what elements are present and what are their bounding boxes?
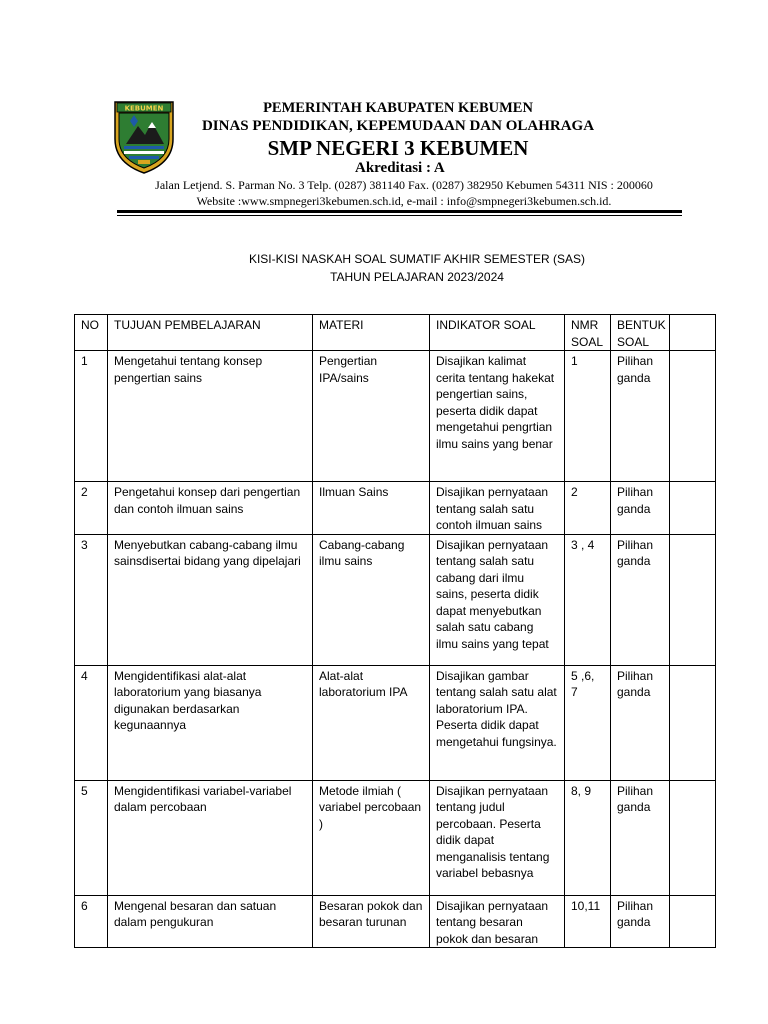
cell-nomor-soal: 5 ,6, 7 [565,665,611,780]
academic-year: TAHUN PELAJARAN 2023/2024 [330,270,504,284]
header-materi: MATERI [313,315,430,351]
kisi-kisi-table [74,314,716,948]
cell-tujuan: Mengenal besaran dan satuan dalam pengukuran [108,895,313,948]
cell-indikator: Disajikan gambar tentang salah satu alat laboratorium IPA. Peserta didik dapat mengetahui fungsinya. [430,665,565,780]
table-row [75,780,716,895]
cell-tujuan: Mengidentifikasi alat-alat laboratorium yang biasanya digunakan berdasarkan kegunaannya [108,665,313,780]
cell-bentuk-soal: Pilihan ganda [611,780,670,895]
cell-tujuan: Menyebutkan cabang-cabang ilmu sainsdisertai bidang yang dipelajari [108,534,313,665]
cell-indikator: Disajikan pernyataan tentang salah satu contoh ilmuan sains [430,482,565,535]
cell-no: 6 [75,895,108,948]
cell-nomor-soal: 8, 9 [565,780,611,895]
cell-no: 1 [75,351,108,482]
cell-tujuan: Mengidentifikasi variabel-variabel dalam percobaan [108,780,313,895]
header-extra [670,315,716,351]
table-header-row [75,315,716,351]
cell-bentuk-soal: Pilihan ganda [611,534,670,665]
letterhead-divider-thick [117,210,682,213]
cell-nomor-soal: 3 , 4 [565,534,611,665]
document-title: KISI-KISI NASKAH SOAL SUMATIF AKHIR SEMESTER (SAS) [248,252,586,266]
cell-nomor-soal: 1 [565,351,611,482]
cell-tujuan: Pengetahui konsep dari pengertian dan contoh ilmuan sains [108,482,313,535]
header-tujuan: TUJUAN PEMBELAJARAN [108,315,313,351]
cell-bentuk-soal: Pilihan ganda [611,665,670,780]
government-name: PEMERINTAH KABUPATEN KEBUMEN [263,100,533,116]
letterhead-divider-thin [117,215,682,216]
logo-label: KEBUMEN [124,104,164,113]
table-row [75,665,716,780]
cell-nomor-soal: 10,11 [565,895,611,948]
cell-materi: Alat-alat laboratorium IPA [313,665,430,780]
cell-no: 5 [75,780,108,895]
cell-bentuk-soal: Pilihan ganda [611,482,670,535]
table-row [75,482,716,535]
school-name: SMP NEGERI 3 KEBUMEN [267,136,529,160]
header-indikator: INDIKATOR SOAL [430,315,565,351]
cell-materi: Besaran pokok dan besaran turunan [313,895,430,948]
cell-nomor-soal: 2 [565,482,611,535]
cell-indikator: Disajikan pernyataan tentang besaran pokok dan besaran [430,895,565,948]
cell-extra [670,665,716,780]
school-address: Jalan Letjend. S. Parman No. 3 Telp. (0287) 381140 Fax. (0287) 382950 Kebumen 54311 NIS : 200060 [155,178,653,192]
cell-tujuan: Mengetahui tentang konsep pengertian sains [108,351,313,482]
cell-materi: Metode ilmiah ( variabel percobaan ) [313,780,430,895]
school-website: Website :www.smpnegeri3kebumen.sch.id, e-mail : info@smpnegeri3kebumen.sch.id. [196,194,612,208]
department-name: DINAS PENDIDIKAN, KEPEMUDAAN DAN OLAHRAGA [201,118,595,134]
cell-materi: Pengertian IPA/sains [313,351,430,482]
cell-bentuk-soal: Pilihan ganda [611,895,670,948]
cell-materi: Ilmuan Sains [313,482,430,535]
cell-bentuk-soal: Pilihan ganda [611,351,670,482]
cell-extra [670,351,716,482]
cell-no: 2 [75,482,108,535]
cell-no: 4 [75,665,108,780]
header-bentuk-soal: BENTUK SOAL [611,315,670,351]
cell-extra [670,895,716,948]
cell-extra [670,534,716,665]
header-no: NO [75,315,108,351]
table-row [75,351,716,482]
cell-materi: Cabang-cabang ilmu sains [313,534,430,665]
cell-no: 3 [75,534,108,665]
cell-indikator: Disajikan pernyataan tentang judul percobaan. Peserta didik dapat menganalisis tentang variabel bebasnya [430,780,565,895]
cell-extra [670,482,716,535]
cell-indikator: Disajikan kalimat cerita tentang hakekat pengertian sains, peserta didik dapat mengetahui pengrtian ilmu sains yang benar [430,351,565,482]
table-row [75,895,716,948]
cell-indikator: Disajikan pernyataan tentang salah satu cabang dari ilmu sains, peserta didik dapat menyebutkan salah satu cabang ilmu sains yang tepat [430,534,565,665]
table-row [75,534,716,665]
cell-extra [670,780,716,895]
accreditation: Akreditasi : A [355,160,445,176]
header-nomor-soal: NMR SOAL [565,315,611,351]
